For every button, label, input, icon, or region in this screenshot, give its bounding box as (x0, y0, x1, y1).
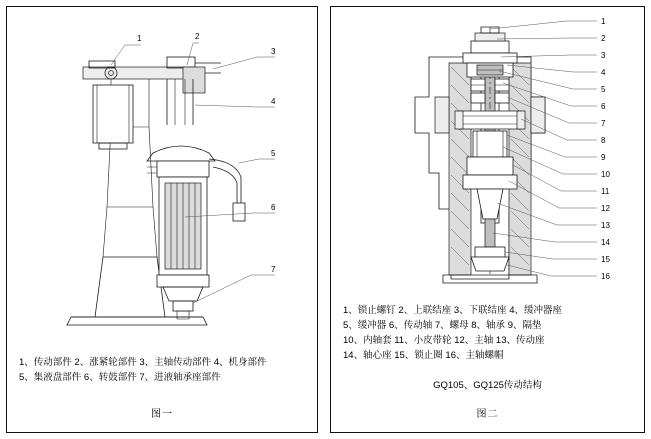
figure-two-title: GQ105、GQ125传动结构 (433, 380, 542, 391)
callout-4: 4 (271, 97, 276, 106)
callout-10: 10 (601, 170, 610, 179)
callout-3: 3 (271, 47, 276, 56)
figure-one-panel (6, 6, 318, 433)
callout-3: 3 (601, 51, 606, 60)
callout-11: 11 (601, 187, 610, 196)
figure-two-panel (330, 6, 645, 433)
callout-8: 8 (601, 136, 606, 145)
figure-two-legend-line-2: 5、缓冲器 6、传动轴 7、螺母 8、轴承 9、隔垫 (343, 320, 542, 331)
callout-16: 16 (601, 272, 610, 281)
callout-2: 2 (195, 32, 200, 41)
machine-assembly-drawing (7, 7, 317, 337)
figure-one-drawing (7, 7, 317, 337)
figure-two-label: 图二 (476, 409, 499, 420)
callout-1: 1 (137, 34, 142, 43)
callout-9: 9 (601, 153, 606, 162)
callout-4: 4 (601, 68, 606, 77)
callout-14: 14 (601, 238, 610, 247)
figure-two-legend-line-3: 10、内轴套 11、小皮带轮 12、主轴 13、传动座 (343, 335, 545, 346)
figure-one-label: 图一 (151, 409, 173, 420)
transmission-section-drawing (331, 7, 644, 297)
callout-6: 6 (601, 102, 606, 111)
callout-5: 5 (601, 85, 606, 94)
callout-13: 13 (601, 221, 610, 230)
figure-one-legend-line-2: 5、集液盘部件 6、转鼓部件 7、进液轴承座部件 (19, 372, 221, 383)
callout-2: 2 (601, 34, 606, 43)
figure-two-legend-line-1: 1、锁止螺钉 2、上联结座 3、下联结座 4、缓冲器座 (343, 305, 563, 316)
callout-7: 7 (601, 119, 606, 128)
figure-one-legend (7, 355, 317, 385)
callout-7: 7 (271, 265, 276, 274)
figure-one-legend-line-1: 1、传动部件 2、涨紧轮部件 3、主轴传动部件 4、机身部件 (19, 357, 267, 368)
figure-two-legend (331, 303, 644, 363)
callout-15: 15 (601, 255, 610, 264)
callout-12: 12 (601, 204, 610, 213)
figure-two-legend-line-4: 14、轴心座 15、锁止圈 16、主轴螺帽 (343, 350, 504, 361)
figure-two-drawing (331, 7, 644, 297)
callout-1: 1 (601, 17, 606, 26)
callout-6: 6 (271, 203, 276, 212)
callout-5: 5 (271, 149, 276, 158)
